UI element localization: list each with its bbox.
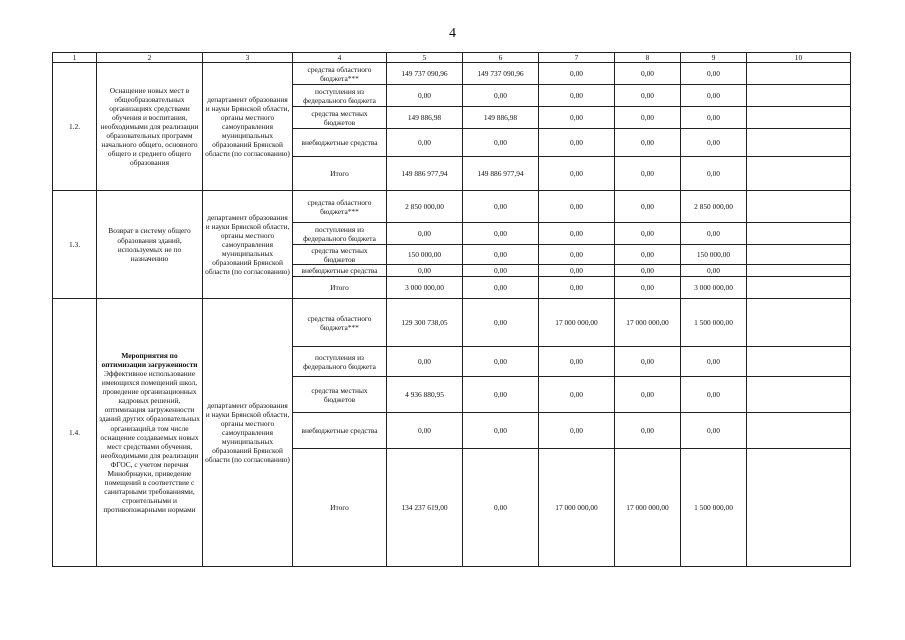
- value-cell: [747, 107, 851, 129]
- item-department: департамент образования и науки Брянской области, органы местного самоуправления муниципальных образований Брянской области (по согласованию): [203, 191, 293, 299]
- value-cell: [747, 413, 851, 449]
- value-cell: 0,00: [387, 265, 463, 277]
- value-cell: 0,00: [463, 129, 539, 157]
- value-cell: 0,00: [615, 347, 681, 377]
- value-cell: 0,00: [615, 377, 681, 413]
- value-cell: 0,00: [387, 413, 463, 449]
- value-cell: 0,00: [615, 265, 681, 277]
- funding-source: внебюджетные средства: [293, 413, 387, 449]
- value-cell: 150 000,00: [387, 245, 463, 265]
- item-description-bold: Мероприятия по оптимизации загруженности: [101, 351, 198, 370]
- page-number: 4: [449, 26, 456, 41]
- value-cell: 0,00: [539, 107, 615, 129]
- item-description: [97, 299, 203, 567]
- funding-source: поступления из федерального бюджета: [293, 347, 387, 377]
- value-cell: 0,00: [539, 63, 615, 85]
- value-cell: [747, 245, 851, 265]
- value-cell: 0,00: [539, 157, 615, 191]
- value-cell: 149 886,98: [387, 107, 463, 129]
- value-cell: 0,00: [681, 347, 747, 377]
- item-description-text: Эффективное использование имеющихся помещений школ, проведение организационных кадровых решений, оптимизация загруженности зданий других образовательных организаций,в том числе оснащение создаваемых новых мест средствами обучения, необходимыми для реализации ФГОС, с учетом перечня Минобрнауки, приведение помещений в соответствие с санитарными требованиями, строительными и противопожарными нормами: [99, 369, 200, 514]
- header-cell: 9: [681, 53, 747, 63]
- value-cell: 17 000 000,00: [615, 449, 681, 567]
- item-department: департамент образования и науки Брянской области, органы местного самоуправления муниципальных образований Брянской области (по согласованию): [203, 63, 293, 191]
- header-cell: 3: [203, 53, 293, 63]
- value-cell: 0,00: [615, 129, 681, 157]
- value-cell: 0,00: [681, 85, 747, 107]
- value-cell: 1 500 000,00: [681, 299, 747, 347]
- header-cell: 6: [463, 53, 539, 63]
- value-cell: 0,00: [615, 107, 681, 129]
- value-cell: 3 000 000,00: [387, 277, 463, 299]
- funding-source: средства местных бюджетов: [293, 245, 387, 265]
- table-row: [53, 191, 851, 223]
- value-cell: 0,00: [539, 265, 615, 277]
- funding-source: средства местных бюджетов: [293, 107, 387, 129]
- value-cell: 0,00: [681, 223, 747, 245]
- value-cell: 0,00: [539, 223, 615, 245]
- value-cell: 0,00: [681, 107, 747, 129]
- item-number: 1.2.: [53, 63, 97, 191]
- value-cell: 0,00: [387, 223, 463, 245]
- value-cell: 0,00: [681, 377, 747, 413]
- header-cell: 5: [387, 53, 463, 63]
- value-cell: 0,00: [539, 377, 615, 413]
- value-cell: [747, 277, 851, 299]
- value-cell: 0,00: [681, 157, 747, 191]
- funding-source: средства областного бюджета***: [293, 63, 387, 85]
- table-row: [53, 63, 851, 85]
- value-cell: 2 850 000,00: [681, 191, 747, 223]
- value-cell: [747, 63, 851, 85]
- funding-source: Итого: [293, 277, 387, 299]
- value-cell: 0,00: [463, 277, 539, 299]
- header-cell: 4: [293, 53, 387, 63]
- value-cell: 0,00: [681, 413, 747, 449]
- value-cell: 0,00: [539, 191, 615, 223]
- value-cell: 0,00: [615, 157, 681, 191]
- value-cell: 0,00: [463, 265, 539, 277]
- value-cell: 0,00: [463, 377, 539, 413]
- value-cell: 0,00: [615, 277, 681, 299]
- value-cell: 0,00: [463, 299, 539, 347]
- value-cell: 17 000 000,00: [615, 299, 681, 347]
- value-cell: 0,00: [681, 129, 747, 157]
- value-cell: [747, 265, 851, 277]
- value-cell: 17 000 000,00: [539, 299, 615, 347]
- header-cell: 2: [97, 53, 203, 63]
- value-cell: 4 936 880,95: [387, 377, 463, 413]
- funding-source: внебюджетные средства: [293, 129, 387, 157]
- value-cell: 0,00: [681, 63, 747, 85]
- table-row: [53, 299, 851, 347]
- item-number: 1.3.: [53, 191, 97, 299]
- funding-source: Итого: [293, 157, 387, 191]
- value-cell: 0,00: [463, 191, 539, 223]
- funding-source: внебюджетные средства: [293, 265, 387, 277]
- item-description: Возврат в систему общего образования зданий, используемых не по назначению: [97, 191, 203, 299]
- value-cell: 0,00: [463, 245, 539, 265]
- value-cell: 0,00: [387, 129, 463, 157]
- value-cell: 149 886,98: [463, 107, 539, 129]
- value-cell: 0,00: [463, 223, 539, 245]
- value-cell: 149 737 090,96: [387, 63, 463, 85]
- funding-source: Итого: [293, 449, 387, 567]
- item-description: Оснащение новых мест в общеобразовательных организациях средствами обучения и воспитания, необходимыми для реализации образовательных программ начального общего, основного общего и среднего общего образования: [97, 63, 203, 191]
- value-cell: [747, 449, 851, 567]
- funding-source: средства областного бюджета***: [293, 299, 387, 347]
- value-cell: 2 850 000,00: [387, 191, 463, 223]
- value-cell: 134 237 619,00: [387, 449, 463, 567]
- value-cell: 0,00: [539, 245, 615, 265]
- value-cell: 0,00: [463, 347, 539, 377]
- header-cell: 1: [53, 53, 97, 63]
- value-cell: [747, 129, 851, 157]
- value-cell: 0,00: [387, 85, 463, 107]
- value-cell: 149 886 977,94: [463, 157, 539, 191]
- item-department: департамент образования и науки Брянской области, органы местного самоуправления муниципальных образований Брянской области (по согласованию): [203, 299, 293, 567]
- funding-source: средства областного бюджета***: [293, 191, 387, 223]
- value-cell: 0,00: [463, 413, 539, 449]
- value-cell: 0,00: [539, 129, 615, 157]
- value-cell: 0,00: [615, 413, 681, 449]
- funding-source: средства местных бюджетов: [293, 377, 387, 413]
- funding-source: поступления из федерального бюджета: [293, 223, 387, 245]
- value-cell: 150 000,00: [681, 245, 747, 265]
- value-cell: 0,00: [463, 449, 539, 567]
- item-number: 1.4.: [53, 299, 97, 567]
- value-cell: 0,00: [463, 85, 539, 107]
- value-cell: [747, 157, 851, 191]
- value-cell: 0,00: [539, 277, 615, 299]
- value-cell: 129 300 738,05: [387, 299, 463, 347]
- value-cell: 0,00: [539, 85, 615, 107]
- header-cell: 7: [539, 53, 615, 63]
- value-cell: [747, 347, 851, 377]
- value-cell: 149 737 090,96: [463, 63, 539, 85]
- value-cell: 149 886 977,94: [387, 157, 463, 191]
- value-cell: 3 000 000,00: [681, 277, 747, 299]
- header-cell: 10: [747, 53, 851, 63]
- column-number-row: [53, 53, 851, 63]
- header-cell: 8: [615, 53, 681, 63]
- value-cell: 0,00: [615, 223, 681, 245]
- value-cell: [747, 377, 851, 413]
- value-cell: [747, 85, 851, 107]
- value-cell: 0,00: [615, 191, 681, 223]
- value-cell: 0,00: [539, 413, 615, 449]
- value-cell: 0,00: [539, 347, 615, 377]
- value-cell: 0,00: [615, 63, 681, 85]
- value-cell: 0,00: [615, 85, 681, 107]
- value-cell: [747, 299, 851, 347]
- value-cell: [747, 223, 851, 245]
- funding-source: поступления из федерального бюджета: [293, 85, 387, 107]
- value-cell: 0,00: [681, 265, 747, 277]
- budget-table: [52, 52, 851, 567]
- value-cell: 0,00: [387, 347, 463, 377]
- value-cell: 1 500 000,00: [681, 449, 747, 567]
- value-cell: [747, 191, 851, 223]
- value-cell: 0,00: [615, 245, 681, 265]
- value-cell: 17 000 000,00: [539, 449, 615, 567]
